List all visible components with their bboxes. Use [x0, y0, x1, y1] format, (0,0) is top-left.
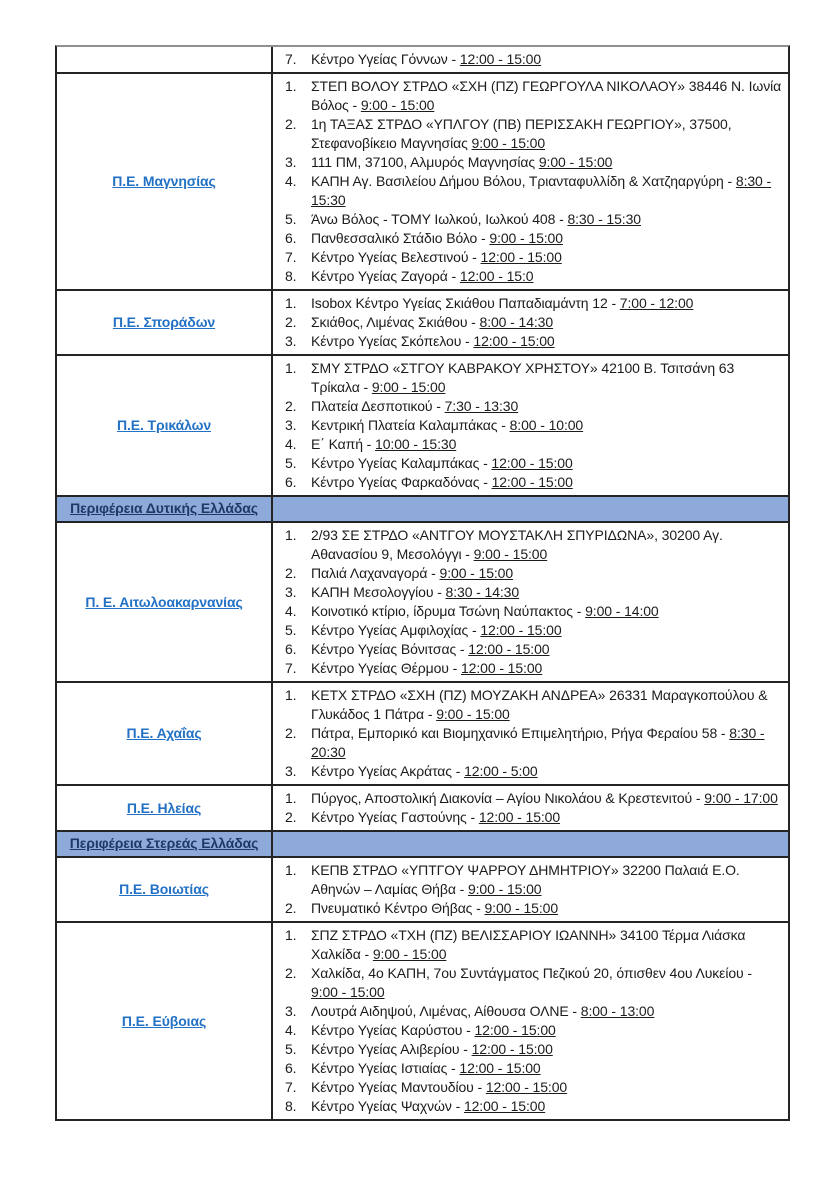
item-number: 1. — [285, 360, 297, 376]
opening-hours: 8:00 - 14:30 — [479, 314, 554, 330]
location-list-cell — [273, 356, 788, 497]
location-description: Πανθεσσαλικό Στάδιο Βόλο - — [311, 230, 490, 246]
region-row — [57, 923, 788, 1121]
location-text — [311, 313, 782, 332]
item-number: 2. — [285, 725, 297, 741]
opening-hours: 9:00 - 15:00 — [436, 706, 510, 722]
location-description: 111 ΠΜ, 37100, Αλμυρός Μαγνησίας — [311, 154, 539, 170]
opening-hours: 9:00 - 15:00 — [360, 97, 435, 113]
opening-hours: 8:00 - 10:00 — [509, 417, 584, 433]
location-item — [285, 416, 782, 435]
item-number: 3. — [285, 1003, 297, 1019]
region-link[interactable]: Π.Ε. Μαγνησίας — [112, 173, 216, 189]
location-description: ΚΕΠΒ ΣΤΡΔΟ «ΥΠΤΓΟΥ ΨΑΡΡΟΥ ΔΗΜΗΤΡΙΟΥ» 32200 Παλαιά Ε.Ο. Αθηνών – Λαμίας Θήβα - — [311, 862, 740, 897]
opening-hours: 12:00 - 15:00 — [480, 622, 562, 638]
location-item — [285, 1059, 782, 1078]
location-description: Λουτρά Αιδηψού, Λιμένας, Αίθουσα ΟΛΝΕ - — [311, 1003, 581, 1019]
location-list — [285, 789, 782, 827]
location-text — [311, 359, 782, 397]
opening-hours: 8:30 - 15:30 — [567, 211, 641, 227]
opening-hours: 12:00 - 15:0 — [459, 268, 534, 284]
opening-hours: 12:00 - 15:00 — [491, 474, 573, 490]
location-item — [285, 454, 782, 473]
opening-hours: 9:00 - 15:00 — [473, 546, 548, 562]
location-item — [285, 1040, 782, 1059]
location-list-cell — [273, 683, 788, 786]
location-description: Πνευματικό Κέντρο Θήβας - — [311, 900, 485, 916]
location-text — [311, 1021, 782, 1040]
item-number: 2. — [285, 809, 297, 825]
location-text — [311, 724, 782, 762]
region-name-cell — [57, 291, 273, 356]
location-text — [311, 899, 782, 918]
item-number: 3. — [285, 584, 297, 600]
location-text — [311, 621, 782, 640]
opening-hours: 9:00 - 17:00 — [704, 790, 778, 806]
item-number: 1. — [285, 78, 297, 94]
location-list — [285, 926, 782, 1116]
opening-hours: 12:00 - 15:00 — [463, 1098, 546, 1114]
opening-hours: 12:00 - 15:00 — [459, 1060, 541, 1076]
opening-hours: 7:00 - 12:00 — [619, 295, 694, 311]
location-text — [311, 1078, 782, 1097]
opening-hours: 12:00 - 15:00 — [485, 1079, 568, 1095]
location-list — [285, 526, 782, 678]
location-text — [311, 267, 782, 286]
opening-hours: 12:00 - 15:00 — [471, 1041, 553, 1057]
location-description: Κέντρο Υγείας Μαντουδίου - — [311, 1079, 486, 1095]
location-description: ΚΑΠΗ Μεσολογγίου - — [311, 584, 446, 600]
location-description: 1η ΤΑΞΑΣ ΣΤΡΔΟ «ΥΠΛΓΟΥ (ΠΒ) ΠΕΡΙΣΣΑΚΗ ΓΕΩΡΓΙΟΥ», 37500, Στεφανοβίκειο Μαγνησίας — [311, 116, 732, 151]
opening-hours: 12:00 - 5:00 — [464, 763, 538, 779]
item-number: 8. — [285, 1098, 297, 1114]
location-text — [311, 50, 782, 69]
location-text — [311, 416, 782, 435]
location-text — [311, 659, 782, 678]
location-list — [285, 50, 782, 69]
opening-hours: 7:30 - 13:30 — [444, 398, 519, 414]
location-description: Χαλκίδα, 4ο ΚΑΠΗ, 7ου Συντάγματος Πεζικού 20, όπισθεν 4ου Λυκείου - — [311, 965, 752, 981]
location-item — [285, 564, 782, 583]
region-name-cell — [57, 74, 273, 291]
location-description: Κέντρο Υγείας Καλαμπάκας - — [311, 455, 492, 471]
region-link[interactable]: Π. Ε. Αιτωλοακαρνανίας — [85, 593, 243, 610]
region-row — [57, 523, 788, 683]
location-description: Πύργος, Αποστολική Διακονία – Αγίου Νικολάου & Κρεστενιτού - — [311, 790, 705, 806]
item-number: 6. — [285, 230, 297, 246]
location-item — [285, 50, 782, 69]
location-item — [285, 172, 782, 210]
region-link[interactable]: Π.Ε. Τρικάλων — [116, 417, 212, 433]
opening-hours: 9:00 - 15:00 — [471, 135, 546, 151]
location-text — [311, 964, 782, 1002]
location-item — [285, 583, 782, 602]
location-item — [285, 1097, 782, 1116]
item-number: 3. — [285, 763, 297, 779]
location-item — [285, 294, 782, 313]
location-item — [285, 659, 782, 678]
location-item — [285, 724, 782, 762]
location-item — [285, 640, 782, 659]
region-row — [57, 786, 788, 832]
region-link[interactable]: Π.Ε. Βοιωτίας — [119, 881, 209, 897]
region-group-title: Περιφέρεια Δυτικής Ελλάδας — [70, 500, 258, 516]
opening-hours: 12:00 - 15:00 — [474, 1022, 556, 1038]
location-item — [285, 210, 782, 229]
location-text — [311, 1002, 782, 1021]
region-name-cell — [57, 786, 273, 832]
location-text — [311, 583, 782, 602]
location-description: Πλατεία Δεσποτικού - — [311, 398, 445, 414]
opening-hours: 8:30 - 14:30 — [445, 584, 520, 600]
item-number: 2. — [285, 314, 297, 330]
location-item — [285, 332, 782, 351]
location-description: ΣΤΕΠ ΒΟΛΟΥ ΣΤΡΔΟ «ΣΧΗ (ΠΖ) ΓΕΩΡΓΟΥΛΑ ΝΙΚΟΛΑΟΥ» 38446 Ν. Ιωνία Βόλος - — [311, 78, 782, 113]
location-item — [285, 621, 782, 640]
location-text — [311, 686, 782, 724]
item-number: 2. — [285, 965, 297, 981]
location-item — [285, 526, 782, 564]
location-text — [311, 926, 782, 964]
location-description: Κέντρο Υγείας Φαρκαδόνας - — [311, 474, 492, 490]
item-number: 1. — [285, 862, 297, 878]
region-row — [57, 356, 788, 497]
location-text — [311, 229, 782, 248]
item-number: 7. — [285, 249, 297, 265]
location-item — [285, 964, 782, 1002]
item-number: 4. — [285, 436, 297, 452]
opening-hours: 9:00 - 15:00 — [371, 379, 446, 395]
region-row — [57, 74, 788, 291]
region-link[interactable]: Π.Ε. Αχαΐας — [126, 725, 202, 741]
location-item — [285, 77, 782, 115]
location-item — [285, 1021, 782, 1040]
opening-hours: 12:00 - 15:00 — [468, 641, 550, 657]
location-description: Κέντρο Υγείας Θέρμου - — [311, 660, 461, 676]
location-text — [311, 602, 782, 621]
location-text — [311, 1040, 782, 1059]
opening-hours: 12:00 - 15:00 — [473, 333, 555, 349]
region-group-header-spacer-cell — [273, 497, 788, 523]
location-description: Κέντρο Υγείας Καρύστου - — [311, 1022, 475, 1038]
location-description: Κέντρο Υγείας Ιστιαίας - — [311, 1060, 460, 1076]
item-number: 3. — [285, 333, 297, 349]
location-text — [311, 473, 782, 492]
item-number: 6. — [285, 474, 297, 490]
location-item — [285, 267, 782, 286]
item-number: 3. — [285, 417, 297, 433]
region-group-header-cell — [57, 832, 273, 858]
location-item — [285, 1078, 782, 1097]
location-text — [311, 861, 782, 899]
item-number: 2. — [285, 900, 297, 916]
location-text — [311, 1097, 782, 1116]
opening-hours: 12:00 - 15:00 — [480, 249, 562, 265]
location-list-cell — [273, 923, 788, 1121]
location-text — [311, 332, 782, 351]
region-group-header-row — [57, 832, 788, 858]
location-text — [311, 248, 782, 267]
opening-hours: 12:00 - 15:00 — [461, 660, 543, 676]
region-group-header-cell — [57, 497, 273, 523]
location-item — [285, 248, 782, 267]
location-item — [285, 926, 782, 964]
location-item — [285, 762, 782, 781]
location-item — [285, 1002, 782, 1021]
location-text — [311, 115, 782, 153]
item-number: 7. — [285, 1079, 297, 1095]
location-description: Παλιά Λαχαναγορά - — [311, 565, 440, 581]
item-number: 5. — [285, 1041, 297, 1057]
location-description: ΚΑΠΗ Αγ. Βασιλείου Δήμου Βόλου, Τριανταφυλλίδη & Χατζηαργύρη - — [311, 173, 736, 189]
region-group-header-spacer-cell — [273, 832, 788, 858]
opening-hours: 9:00 - 15:00 — [372, 946, 447, 962]
item-number: 1. — [285, 527, 297, 543]
location-text — [311, 77, 782, 115]
location-description: Κέντρο Υγείας Βόνιτσας - — [311, 641, 469, 657]
location-list — [285, 359, 782, 492]
location-item — [285, 153, 782, 172]
location-text — [311, 640, 782, 659]
region-row — [57, 291, 788, 356]
location-description: ΚΕΤΧ ΣΤΡΔΟ «ΣΧΗ (ΠΖ) ΜΟΥΖΑΚΗ ΑΝΔΡΕΑ» 26331 Μαραγκοπούλου & Γλυκάδος 1 Πάτρα - — [311, 687, 768, 722]
item-number: 1. — [285, 790, 297, 806]
location-description: Κεντρική Πλατεία Καλαμπάκας - — [311, 417, 510, 433]
location-item — [285, 602, 782, 621]
region-name-cell — [57, 858, 273, 923]
opening-hours: 8:30 - 20:30 — [311, 725, 765, 760]
item-number: 1. — [285, 687, 297, 703]
location-text — [311, 762, 782, 781]
location-item — [285, 899, 782, 918]
item-number: 8. — [285, 268, 297, 284]
location-text — [311, 435, 782, 454]
location-description: Κοινοτικό κτίριο, ίδρυμα Τσώνη Ναύπακτος - — [311, 603, 586, 619]
location-item — [285, 115, 782, 153]
location-text — [311, 454, 782, 473]
opening-hours: 8:00 - 13:00 — [580, 1003, 655, 1019]
item-number: 6. — [285, 641, 297, 657]
location-item — [285, 359, 782, 397]
region-row — [57, 47, 788, 74]
location-description: Κέντρο Υγείας Ζαγορά - — [311, 268, 460, 284]
location-text — [311, 789, 782, 808]
opening-hours: 8:30 - 15:30 — [311, 173, 772, 208]
location-item — [285, 397, 782, 416]
location-description: Isobox Κέντρο Υγείας Σκιάθου Παπαδιαμάντη 12 - — [311, 295, 620, 311]
opening-hours: 12:00 - 15:00 — [459, 51, 542, 67]
opening-hours: 12:00 - 15:00 — [491, 455, 573, 471]
location-list-cell — [273, 858, 788, 923]
item-number: 3. — [285, 154, 297, 170]
location-description: Κέντρο Υγείας Γαστούνης - — [311, 809, 479, 825]
opening-hours: 9:00 - 15:00 — [311, 984, 385, 1000]
region-link[interactable]: Π.Ε. Εύβοιας — [121, 1012, 207, 1029]
location-text — [311, 294, 782, 313]
item-number: 2. — [285, 116, 297, 132]
location-text — [311, 564, 782, 583]
location-description: Κέντρο Υγείας Σκόπελου - — [311, 333, 474, 349]
region-name-cell — [57, 523, 273, 683]
location-text — [311, 153, 782, 172]
location-description: Κέντρο Υγείας Αλιβερίου - — [311, 1041, 472, 1057]
region-row — [57, 683, 788, 786]
location-description: ΣΠΖ ΣΤΡΔΟ «ΤΧΗ (ΠΖ) ΒΕΛΙΣΣΑΡΙΟΥ ΙΩΑΝΝΗ» 34100 Τέρμα Λιάσκα Χαλκίδα - — [311, 927, 746, 962]
region-link[interactable]: Π.Ε. Σποράδων — [112, 314, 216, 330]
item-number: 2. — [285, 565, 297, 581]
region-link[interactable]: Π.Ε. Ηλείας — [126, 799, 202, 816]
location-item — [285, 229, 782, 248]
region-name-cell — [57, 923, 273, 1121]
location-item — [285, 435, 782, 454]
location-description: Κέντρο Υγείας Αμφιλοχίας - — [311, 622, 481, 638]
location-list-cell — [273, 786, 788, 832]
item-number: 5. — [285, 622, 297, 638]
location-description: Κέντρο Υγείας Γόννων - — [311, 51, 460, 67]
region-group-title: Περιφέρεια Στερεάς Ελλάδας — [69, 835, 259, 851]
location-text — [311, 397, 782, 416]
region-row — [57, 858, 788, 923]
location-item — [285, 473, 782, 492]
region-name-cell — [57, 683, 273, 786]
item-number: 1. — [285, 927, 297, 943]
location-list — [285, 294, 782, 351]
location-description: 2/93 ΣΕ ΣΤΡΔΟ «ΑΝΤΓΟΥ ΜΟΥΣΤΑΚΛΗ ΣΠΥΡΙΔΩΝΑ», 30200 Αγ. Αθανασίου 9, Μεσολόγγι - — [311, 527, 723, 562]
item-number: 5. — [285, 455, 297, 471]
location-list-cell — [273, 74, 788, 291]
opening-hours: 9:00 - 15:00 — [467, 881, 542, 897]
region-name-cell — [57, 47, 273, 74]
item-number: 1. — [285, 295, 297, 311]
location-text — [311, 526, 782, 564]
location-text — [311, 210, 782, 229]
opening-hours: 9:00 - 15:00 — [439, 565, 514, 581]
item-number: 2. — [285, 398, 297, 414]
location-item — [285, 789, 782, 808]
location-description: Ε΄ Καπή - — [311, 436, 376, 452]
opening-hours: 9:00 - 14:00 — [585, 603, 659, 619]
location-list-cell — [273, 523, 788, 683]
location-list — [285, 686, 782, 781]
location-description: Άνω Βόλος - ΤΟΜΥ Ιωλκού, Ιωλκού 408 - — [311, 211, 568, 227]
location-item — [285, 861, 782, 899]
location-description: Κέντρο Υγείας Ακράτας - — [311, 763, 465, 779]
opening-hours: 9:00 - 15:00 — [489, 230, 563, 246]
location-description: Πάτρα, Εμπορικό και Βιομηχανικό Επιμελητήριο, Ρήγα Φεραίου 58 - — [311, 725, 730, 741]
location-item — [285, 313, 782, 332]
opening-hours: 9:00 - 15:00 — [538, 154, 613, 170]
location-description: ΣΜΥ ΣΤΡΔΟ «ΣΤΓΟΥ ΚΑΒΡΑΚΟΥ ΧΡΗΣΤΟΥ» 42100 Β. Τσιτσάνη 63 Τρίκαλα - — [311, 360, 735, 395]
location-text — [311, 808, 782, 827]
location-description: Κέντρο Υγείας Βελεστινού - — [311, 249, 481, 265]
opening-hours: 12:00 - 15:00 — [478, 809, 561, 825]
item-number: 4. — [285, 1022, 297, 1038]
location-list — [285, 77, 782, 286]
item-number: 4. — [285, 603, 297, 619]
region-group-header-row — [57, 497, 788, 523]
location-list — [285, 861, 782, 918]
item-number: 5. — [285, 211, 297, 227]
location-list-cell — [273, 47, 788, 74]
location-item — [285, 686, 782, 724]
item-number: 6. — [285, 1060, 297, 1076]
region-name-cell — [57, 356, 273, 497]
location-description: Κέντρο Υγείας Ψαχνών - — [311, 1098, 464, 1114]
location-text — [311, 1059, 782, 1078]
location-description: Σκιάθος, Λιμένας Σκιάθου - — [311, 314, 480, 330]
item-number: 4. — [285, 173, 297, 189]
location-list-cell — [273, 291, 788, 356]
schedule-table — [55, 45, 790, 1121]
location-item — [285, 808, 782, 827]
item-number: 7. — [285, 660, 297, 676]
location-text — [311, 172, 782, 210]
item-number: 7. — [285, 51, 297, 67]
opening-hours: 10:00 - 15:30 — [375, 436, 457, 452]
opening-hours: 9:00 - 15:00 — [484, 900, 559, 916]
